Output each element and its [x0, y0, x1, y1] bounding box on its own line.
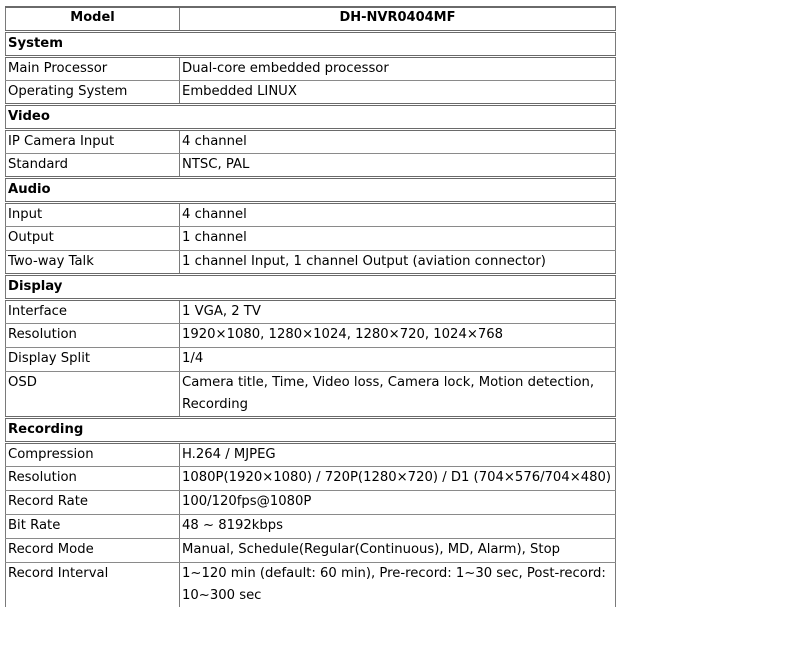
- section-title: Recording: [6, 417, 616, 442]
- table-row: [6, 299, 616, 323]
- section-title: Audio: [6, 177, 616, 202]
- table-row: [6, 56, 616, 80]
- table-row: [6, 490, 616, 514]
- spec-value: Dual-core embedded processor: [180, 56, 616, 80]
- spec-label: Main Processor: [6, 56, 180, 80]
- table-row: [6, 226, 616, 250]
- table-row: [6, 466, 616, 490]
- table-row: [6, 442, 616, 466]
- section-title: System: [6, 31, 616, 56]
- model-value: DH-NVR0404MF: [180, 7, 616, 31]
- spec-label: Record Rate: [6, 490, 180, 514]
- spec-label: Interface: [6, 299, 180, 323]
- table-row: [6, 323, 616, 347]
- spec-label: Resolution: [6, 466, 180, 490]
- spec-label: Display Split: [6, 347, 180, 371]
- spec-value: H.264 / MJPEG: [180, 442, 616, 466]
- spec-label: Record Interval: [6, 562, 180, 607]
- table-row: [6, 347, 616, 371]
- spec-label: Input: [6, 202, 180, 226]
- spec-table: [5, 6, 616, 607]
- spec-label: Bit Rate: [6, 514, 180, 538]
- table-row: [6, 538, 616, 562]
- spec-label: Output: [6, 226, 180, 250]
- spec-value: NTSC, PAL: [180, 153, 616, 177]
- spec-value: 1~120 min (default: 60 min), Pre-record: 1~30 sec, Post-record: 10~300 sec: [180, 562, 616, 607]
- spec-label: Standard: [6, 153, 180, 177]
- spec-table-body: [6, 7, 616, 607]
- spec-label: Two-way Talk: [6, 250, 180, 274]
- spec-value: 1920×1080, 1280×1024, 1280×720, 1024×768: [180, 323, 616, 347]
- spec-label: Record Mode: [6, 538, 180, 562]
- spec-value: Manual, Schedule(Regular(Continuous), MD, Alarm), Stop: [180, 538, 616, 562]
- spec-value: 1080P(1920×1080) / 720P(1280×720) / D1 (704×576/704×480): [180, 466, 616, 490]
- spec-label: Operating System: [6, 80, 180, 104]
- section-header-row: [6, 177, 616, 202]
- spec-value: 4 channel: [180, 202, 616, 226]
- section-title: Display: [6, 274, 616, 299]
- table-row: [6, 514, 616, 538]
- table-row: [6, 153, 616, 177]
- table-row: [6, 202, 616, 226]
- model-label: Model: [6, 7, 180, 31]
- spec-label: Resolution: [6, 323, 180, 347]
- spec-label: IP Camera Input: [6, 129, 180, 153]
- spec-value: 48 ~ 8192kbps: [180, 514, 616, 538]
- spec-value: 1 channel: [180, 226, 616, 250]
- spec-value: 1/4: [180, 347, 616, 371]
- spec-value: 100/120fps@1080P: [180, 490, 616, 514]
- spec-value: Camera title, Time, Video loss, Camera lock, Motion detection, Recording: [180, 371, 616, 417]
- spec-value: 1 channel Input, 1 channel Output (aviation connector): [180, 250, 616, 274]
- spec-value: 1 VGA, 2 TV: [180, 299, 616, 323]
- section-header-row: [6, 274, 616, 299]
- spec-value: Embedded LINUX: [180, 80, 616, 104]
- section-title: Video: [6, 104, 616, 129]
- table-row: [6, 250, 616, 274]
- table-row: [6, 371, 616, 417]
- table-row: [6, 129, 616, 153]
- section-header-row: [6, 417, 616, 442]
- table-row: [6, 562, 616, 607]
- section-header-row: [6, 104, 616, 129]
- spec-value: 4 channel: [180, 129, 616, 153]
- spec-label: Compression: [6, 442, 180, 466]
- section-header-row: [6, 31, 616, 56]
- table-header-row: [6, 7, 616, 31]
- spec-label: OSD: [6, 371, 180, 417]
- table-row: [6, 80, 616, 104]
